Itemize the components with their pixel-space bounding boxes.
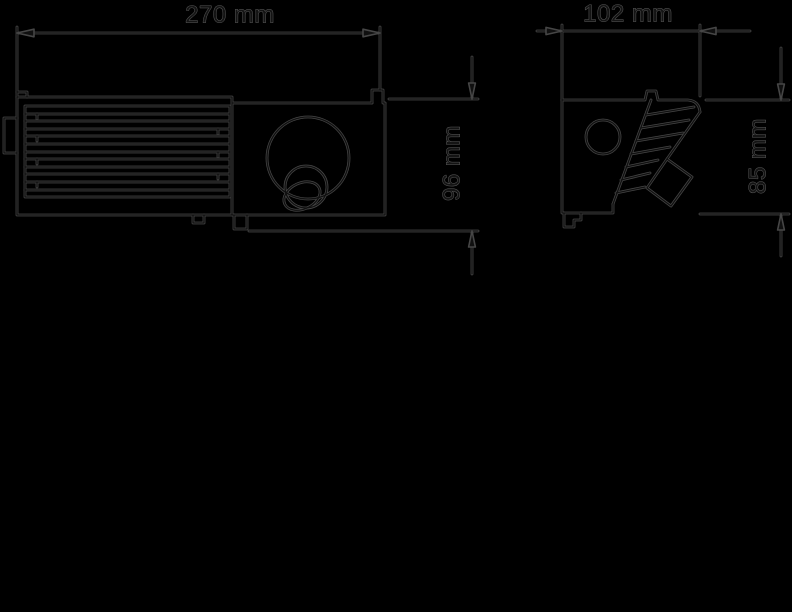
side-depth-dimension-label: 102 mm bbox=[583, 0, 673, 28]
front-view bbox=[4, 27, 478, 274]
front-height-dimension-label: 96 mm bbox=[438, 125, 466, 201]
front-view-line-halo bbox=[4, 27, 478, 274]
front-view-line-core bbox=[4, 27, 478, 274]
front-width-dimension-label: 270 mm bbox=[185, 1, 275, 29]
side-height-dimension-label: 85 mm bbox=[744, 118, 772, 194]
